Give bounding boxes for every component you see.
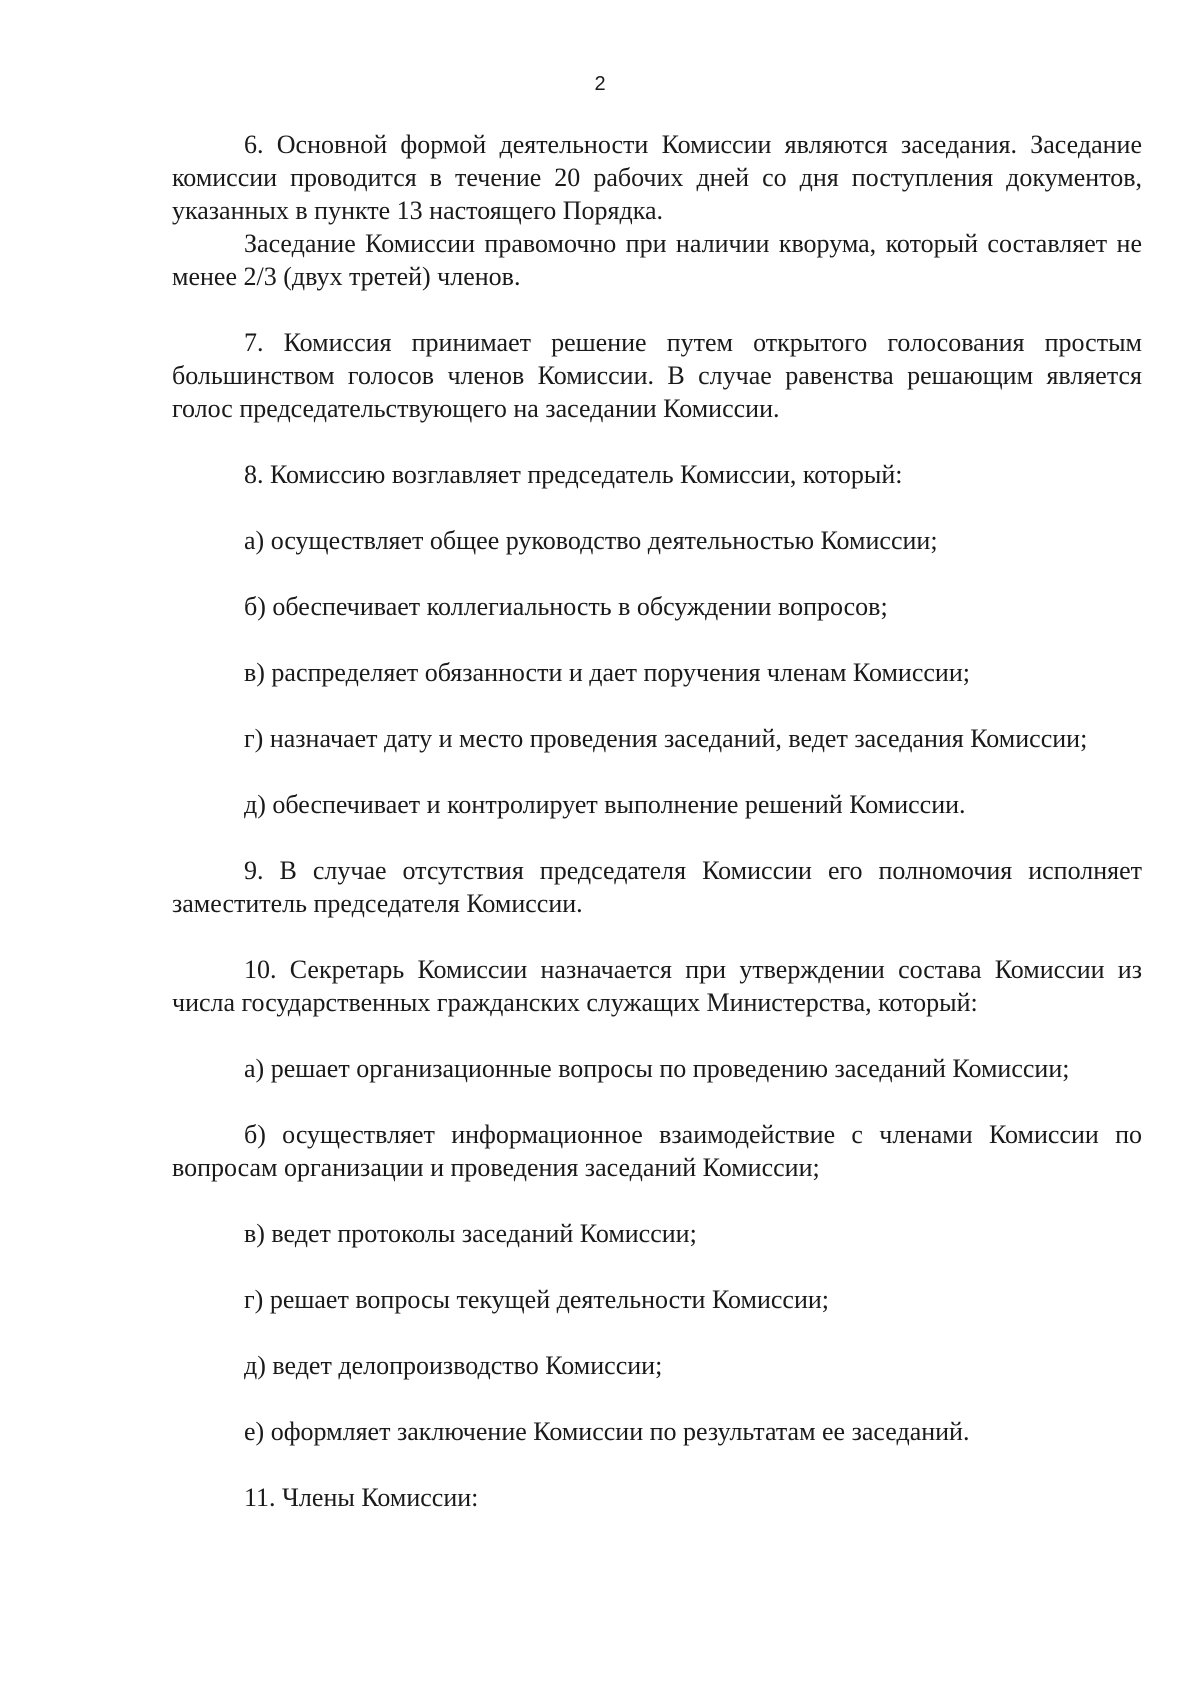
paragraph-9: 9. В случае отсутствия председателя Комиссии его полномочия исполняет заместитель председателя Комиссии.: [172, 856, 1142, 918]
paragraph-8-g: г) назначает дату и место проведения заседаний, ведет заседания Комиссии;: [244, 724, 1088, 753]
paragraph-10-e: е) оформляет заключение Комиссии по результатам ее заседаний.: [244, 1417, 970, 1446]
paragraph-10-d: д) ведет делопроизводство Комиссии;: [244, 1351, 663, 1380]
paragraph-10-v: в) ведет протоколы заседаний Комиссии;: [244, 1219, 697, 1248]
paragraph-11: 11. Члены Комиссии:: [244, 1483, 479, 1512]
paragraph-8-v: в) распределяет обязанности и дает поручения членам Комиссии;: [244, 658, 970, 687]
paragraph-10: 10. Секретарь Комиссии назначается при утверждении состава Комиссии из числа государственных гражданских служащих Министерства, который:: [172, 955, 1142, 1017]
paragraph-6-quorum: Заседание Комиссии правомочно при наличии кворума, который составляет не менее 2/3 (двух третей) членов.: [172, 229, 1142, 291]
document-body: [172, 128, 1142, 1514]
paragraph-10-g: г) решает вопросы текущей деятельности Комиссии;: [244, 1285, 830, 1314]
page-number: 2: [594, 73, 606, 95]
paragraph-8: 8. Комиссию возглавляет председатель Комиссии, который:: [244, 460, 903, 489]
paragraph-8-d: д) обеспечивает и контролирует выполнение решений Комиссии.: [244, 790, 966, 819]
paragraph-7: 7. Комиссия принимает решение путем открытого голосования простым большинством голосов членов Комиссии. В случае равенства решающим является голос председательствующего на заседании Комиссии.: [172, 328, 1142, 423]
paragraph-8-a: а) осуществляет общее руководство деятельностью Комиссии;: [244, 526, 938, 555]
paragraph-10-b: б) осуществляет информационное взаимодействие с членами Комиссии по вопросам организации и проведения заседаний Комиссии;: [172, 1120, 1142, 1182]
paragraph-6: 6. Основной формой деятельности Комиссии являются заседания. Заседание комиссии проводится в течение 20 рабочих дней со дня поступления документов, указанных в пункте 13 настоящего Порядка.: [172, 130, 1142, 225]
paragraph-8-b: б) обеспечивает коллегиальность в обсуждении вопросов;: [244, 592, 888, 621]
paragraph-10-a: а) решает организационные вопросы по проведению заседаний Комиссии;: [244, 1054, 1070, 1083]
